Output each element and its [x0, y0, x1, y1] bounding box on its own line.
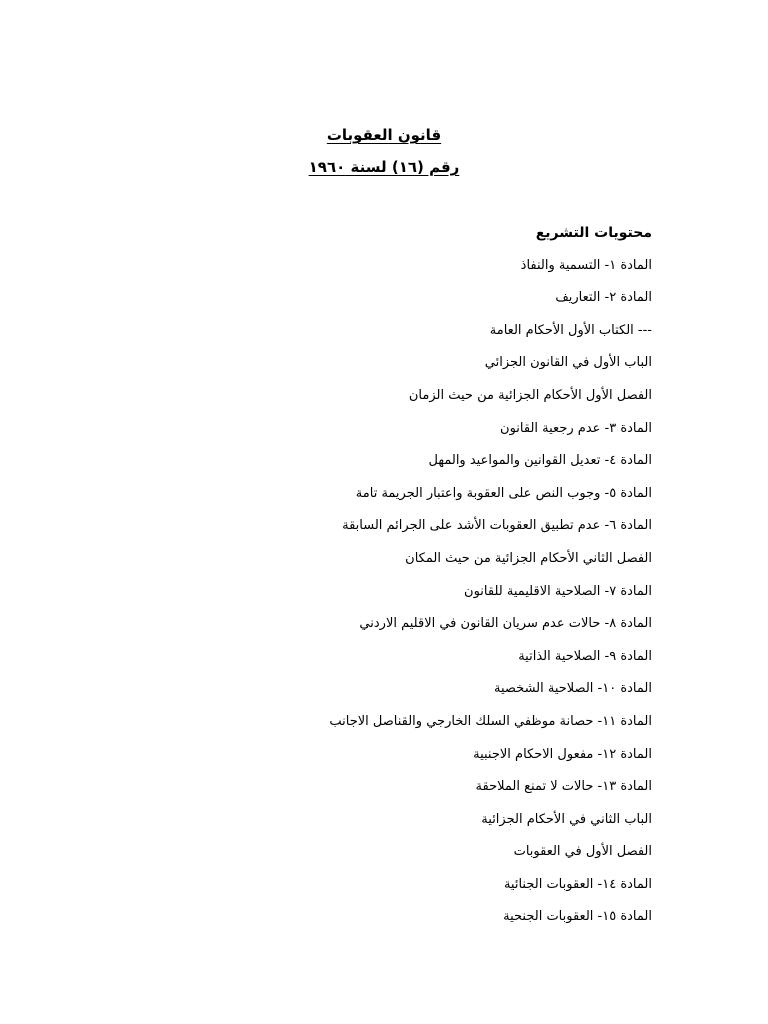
- toc-entry: المادة ٧- الصلاحية الاقليمية للقانون: [464, 583, 652, 599]
- toc-entry: المادة ١١- حصانة موظفي السلك الخارجي والقناصل الاجانب: [329, 713, 652, 729]
- toc-entry: المادة ١٢- مفعول الاحكام الاجنبية: [473, 746, 652, 762]
- toc-entry: المادة ١٠- الصلاحية الشخصية: [494, 681, 652, 697]
- toc-entry: الفصل الأول في العقوبات: [513, 844, 652, 860]
- document-title: قانون العقوبات: [326, 126, 442, 144]
- toc-entry: المادة ٣- عدم رجعية القانون: [500, 420, 652, 436]
- toc-entry: المادة ١٤- العقوبات الجنائية: [503, 876, 652, 892]
- toc-entry: الفصل الثاني الأحكام الجزائية من حيث المكان: [405, 550, 652, 566]
- toc-entry: الباب الأول في القانون الجزائي: [484, 355, 652, 371]
- toc-entry: المادة ١٣- حالات لا تمنع الملاحقة: [475, 779, 652, 795]
- toc-entry: المادة ٨- حالات عدم سريان القانون في الاقليم الاردني: [359, 616, 652, 632]
- toc-entry: --- الكتاب الأول الأحكام العامة: [489, 322, 652, 338]
- document-subtitle: رقم (١٦) لسنة ١٩٦٠: [308, 158, 460, 176]
- toc-entry: المادة ١- التسمية والنفاذ: [520, 257, 652, 273]
- toc-entry: الباب الثاني في الأحكام الجزائية: [481, 811, 652, 827]
- toc-entry: المادة ١٥- العقوبات الجنحية: [503, 909, 652, 925]
- contents-heading: محتويات التشريع: [535, 225, 652, 241]
- toc-entry: المادة ٤- تعديل القوانين والمواعيد والمهل: [428, 453, 652, 469]
- toc-entry: المادة ٢- التعاريف: [555, 290, 652, 306]
- toc-entry: المادة ٥- وجوب النص على العقوبة واعتبار الجريمة تامة: [355, 485, 652, 501]
- toc-entry: المادة ٩- الصلاحية الذاتية: [518, 648, 652, 664]
- table-of-contents: [172, 222, 652, 939]
- title-block: [0, 124, 768, 178]
- toc-entry: المادة ٦- عدم تطبيق العقوبات الأشد على الجرائم السابقة: [342, 518, 652, 534]
- toc-entry: الفصل الأول الأحكام الجزائية من حيث الزمان: [408, 387, 652, 403]
